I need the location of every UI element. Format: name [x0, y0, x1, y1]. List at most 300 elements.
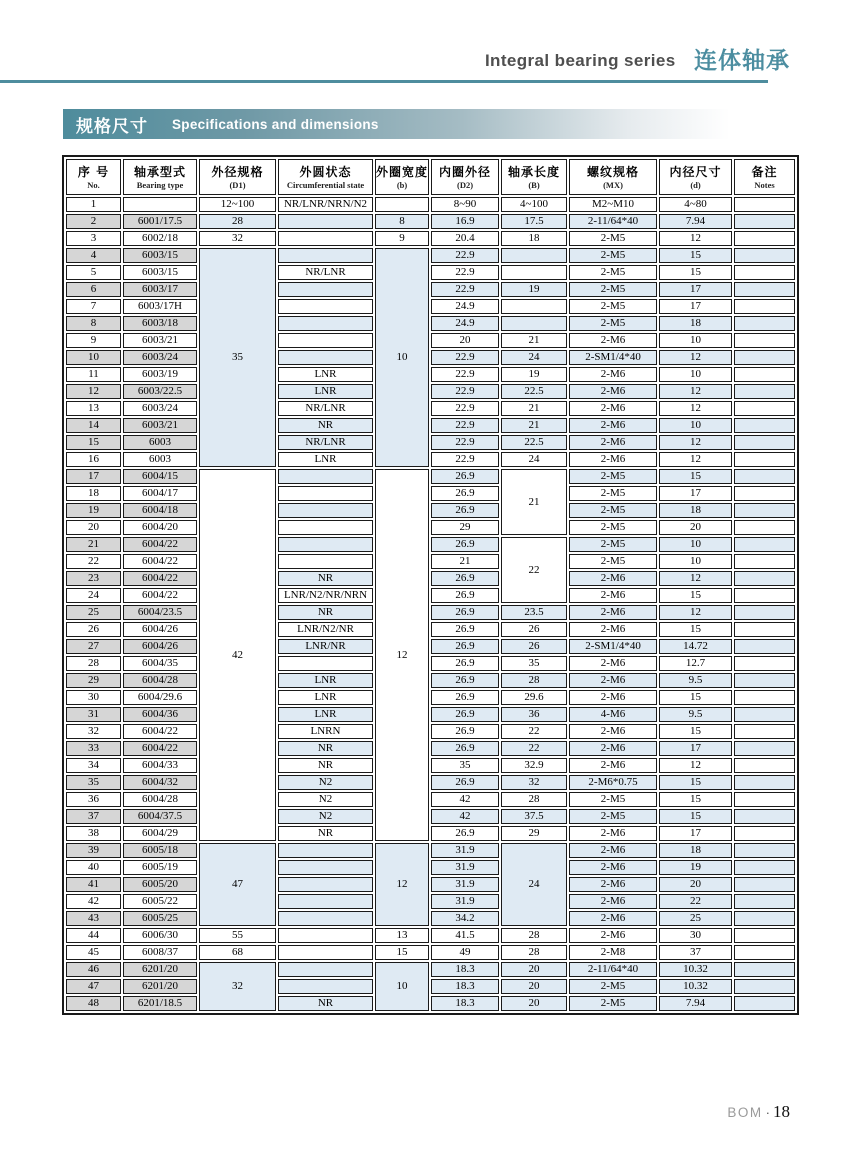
cell-mx: 2-M5 — [569, 469, 657, 484]
cell-no: 44 — [66, 928, 121, 943]
cell-state — [278, 299, 373, 314]
cell-d2: 24.9 — [431, 316, 499, 331]
cell-notes — [734, 792, 795, 807]
cell-B: 22.5 — [501, 435, 567, 450]
table-row — [66, 741, 795, 756]
cell-d2: 22.9 — [431, 350, 499, 365]
cell-notes — [734, 231, 795, 246]
cell-d: 15 — [659, 265, 732, 280]
cell-d: 12 — [659, 384, 732, 399]
cell-mx: 2-M6 — [569, 860, 657, 875]
table-row — [66, 571, 795, 586]
cell-no: 12 — [66, 384, 121, 399]
cell-notes — [734, 690, 795, 705]
table-row — [66, 333, 795, 348]
cell-notes — [734, 588, 795, 603]
table-row — [66, 503, 795, 518]
cell-mx: 2-SM1/4*40 — [569, 350, 657, 365]
cell-d: 15 — [659, 809, 732, 824]
table-row — [66, 673, 795, 688]
cell-notes — [734, 639, 795, 654]
cell-state — [278, 282, 373, 297]
cell-d: 9.5 — [659, 707, 732, 722]
cell-d: 12 — [659, 401, 732, 416]
cell-B: 36 — [501, 707, 567, 722]
cell-d2: 35 — [431, 758, 499, 773]
cell-no: 21 — [66, 537, 121, 552]
cell-d: 10 — [659, 537, 732, 552]
cell-state — [278, 656, 373, 671]
cell-no: 48 — [66, 996, 121, 1011]
cell-mx: 2-M6 — [569, 452, 657, 467]
cell-b: 12 — [375, 469, 429, 841]
cell-mx: 2-M5 — [569, 996, 657, 1011]
cell-no: 40 — [66, 860, 121, 875]
cell-state — [278, 214, 373, 229]
cell-mx: 2-M6 — [569, 758, 657, 773]
table-row — [66, 350, 795, 365]
cell-d2: 42 — [431, 792, 499, 807]
cell-d2: 26.9 — [431, 639, 499, 654]
cell-type: 6201/18.5 — [123, 996, 197, 1011]
cell-d2: 21 — [431, 554, 499, 569]
cell-no: 36 — [66, 792, 121, 807]
cell-no: 37 — [66, 809, 121, 824]
cell-notes — [734, 775, 795, 790]
cell-B: 28 — [501, 792, 567, 807]
cell-d2: 26.9 — [431, 741, 499, 756]
cell-B: 21 — [501, 333, 567, 348]
cell-mx: 2-M6 — [569, 656, 657, 671]
cell-d: 12.7 — [659, 656, 732, 671]
cell-d2: 20 — [431, 333, 499, 348]
table-row — [66, 588, 795, 603]
cell-type: 6005/18 — [123, 843, 197, 858]
cell-d2: 31.9 — [431, 894, 499, 909]
cell-type: 6003/17H — [123, 299, 197, 314]
cell-state: NR/LNR/NRN/N2 — [278, 197, 373, 212]
cell-d: 15 — [659, 622, 732, 637]
cell-B: 20 — [501, 962, 567, 977]
cell-d: 17 — [659, 826, 732, 841]
cell-type: 6004/29.6 — [123, 690, 197, 705]
section-title-bar — [63, 109, 788, 139]
col-header-zh: 备注 — [751, 164, 778, 179]
cell-no: 14 — [66, 418, 121, 433]
table-row — [66, 656, 795, 671]
cell-type: 6004/32 — [123, 775, 197, 790]
cell-notes — [734, 673, 795, 688]
cell-no: 10 — [66, 350, 121, 365]
cell-mx: 2-M6 — [569, 588, 657, 603]
section-title-en: Specifications and dimensions — [172, 116, 379, 132]
cell-d2: 22.9 — [431, 452, 499, 467]
cell-B: 28 — [501, 928, 567, 943]
cell-state — [278, 554, 373, 569]
cell-state — [278, 486, 373, 501]
cell-notes — [734, 860, 795, 875]
cell-b: 15 — [375, 945, 429, 960]
cell-no: 38 — [66, 826, 121, 841]
cell-state: LNR/N2/NR/NRN — [278, 588, 373, 603]
cell-no: 39 — [66, 843, 121, 858]
cell-b: 8 — [375, 214, 429, 229]
cell-mx: 2-M5 — [569, 299, 657, 314]
table-row — [66, 299, 795, 314]
cell-B: 4~100 — [501, 197, 567, 212]
cell-d2: 31.9 — [431, 843, 499, 858]
cell-state — [278, 231, 373, 246]
cell-d2: 8~90 — [431, 197, 499, 212]
cell-state: LNR/NR — [278, 639, 373, 654]
cell-state — [278, 911, 373, 926]
cell-b: 10 — [375, 962, 429, 1011]
cell-d2: 22.9 — [431, 265, 499, 280]
col-header-d — [659, 159, 732, 195]
cell-type: 6003/21 — [123, 333, 197, 348]
table-row — [66, 860, 795, 875]
cell-d: 18 — [659, 843, 732, 858]
cell-notes — [734, 469, 795, 484]
cell-notes — [734, 877, 795, 892]
cell-type: 6004/28 — [123, 673, 197, 688]
cell-notes — [734, 894, 795, 909]
cell-notes — [734, 197, 795, 212]
table-row — [66, 265, 795, 280]
header-rule — [0, 80, 768, 83]
cell-d2: 22.9 — [431, 282, 499, 297]
cell-no: 33 — [66, 741, 121, 756]
cell-no: 23 — [66, 571, 121, 586]
cell-notes — [734, 265, 795, 280]
cell-no: 15 — [66, 435, 121, 450]
cell-type: 6004/26 — [123, 622, 197, 637]
cell-mx: 2-11/64*40 — [569, 962, 657, 977]
cell-no: 18 — [66, 486, 121, 501]
specifications-table-container — [62, 155, 799, 1015]
cell-mx: 2-M5 — [569, 265, 657, 280]
cell-type: 6003 — [123, 435, 197, 450]
cell-d2: 26.9 — [431, 673, 499, 688]
cell-d: 18 — [659, 503, 732, 518]
cell-mx: 2-M6 — [569, 418, 657, 433]
cell-d1: 32 — [199, 231, 276, 246]
cell-no: 30 — [66, 690, 121, 705]
cell-type: 6004/22 — [123, 588, 197, 603]
cell-type: 6004/15 — [123, 469, 197, 484]
cell-d: 7.94 — [659, 214, 732, 229]
cell-d2: 20.4 — [431, 231, 499, 246]
cell-type: 6004/17 — [123, 486, 197, 501]
cell-d2: 24.9 — [431, 299, 499, 314]
cell-no: 28 — [66, 656, 121, 671]
cell-B: 28 — [501, 673, 567, 688]
cell-state — [278, 503, 373, 518]
cell-notes — [734, 996, 795, 1011]
table-row — [66, 520, 795, 535]
cell-no: 4 — [66, 248, 121, 263]
col-header-en: (b) — [396, 179, 408, 190]
col-header-mx — [569, 159, 657, 195]
table-row — [66, 231, 795, 246]
cell-notes — [734, 452, 795, 467]
col-header-en: Circumferential state — [286, 179, 365, 190]
cell-d: 17 — [659, 299, 732, 314]
cell-state — [278, 537, 373, 552]
cell-b: 12 — [375, 843, 429, 926]
cell-mx: 2-SM1/4*40 — [569, 639, 657, 654]
cell-state — [278, 520, 373, 535]
cell-no: 13 — [66, 401, 121, 416]
cell-notes — [734, 826, 795, 841]
cell-no: 34 — [66, 758, 121, 773]
cell-type: 6004/36 — [123, 707, 197, 722]
cell-d: 15 — [659, 724, 732, 739]
cell-d: 15 — [659, 690, 732, 705]
cell-mx: 2-M6*0.75 — [569, 775, 657, 790]
cell-state — [278, 928, 373, 943]
cell-B: 20 — [501, 996, 567, 1011]
cell-d2: 26.9 — [431, 690, 499, 705]
cell-notes — [734, 214, 795, 229]
cell-d: 12 — [659, 758, 732, 773]
cell-mx: 2-M6 — [569, 605, 657, 620]
cell-no: 26 — [66, 622, 121, 637]
cell-type: 6003/21 — [123, 418, 197, 433]
cell-mx: 2-M6 — [569, 894, 657, 909]
cell-d: 10.32 — [659, 979, 732, 994]
cell-B: 21 — [501, 418, 567, 433]
table-row — [66, 435, 795, 450]
cell-type: 6005/25 — [123, 911, 197, 926]
footer-page-number: 18 — [773, 1102, 790, 1121]
cell-d: 4~80 — [659, 197, 732, 212]
cell-notes — [734, 435, 795, 450]
cell-state: NR — [278, 571, 373, 586]
cell-notes — [734, 741, 795, 756]
cell-state — [278, 350, 373, 365]
cell-type: 6003/15 — [123, 248, 197, 263]
cell-d2: 22.9 — [431, 384, 499, 399]
cell-d2: 26.9 — [431, 469, 499, 484]
cell-B: 17.5 — [501, 214, 567, 229]
cell-d2: 22.9 — [431, 435, 499, 450]
cell-no: 29 — [66, 673, 121, 688]
cell-no: 25 — [66, 605, 121, 620]
cell-type: 6201/20 — [123, 979, 197, 994]
table-row — [66, 622, 795, 637]
cell-d2: 22.9 — [431, 367, 499, 382]
cell-B: 26 — [501, 639, 567, 654]
cell-no: 42 — [66, 894, 121, 909]
cell-no: 31 — [66, 707, 121, 722]
cell-mx: 2-M6 — [569, 741, 657, 756]
table-row — [66, 605, 795, 620]
cell-state — [278, 945, 373, 960]
cell-no: 16 — [66, 452, 121, 467]
cell-d: 10.32 — [659, 962, 732, 977]
cell-notes — [734, 843, 795, 858]
cell-no: 32 — [66, 724, 121, 739]
col-header-zh: 轴承型式 — [133, 164, 186, 179]
cell-type: 6004/22 — [123, 724, 197, 739]
cell-state: NR — [278, 996, 373, 1011]
table-row — [66, 639, 795, 654]
cell-B: 28 — [501, 945, 567, 960]
cell-mx: 2-M5 — [569, 809, 657, 824]
specifications-table — [62, 155, 799, 1015]
cell-d: 10 — [659, 554, 732, 569]
cell-B: 32.9 — [501, 758, 567, 773]
col-header-zh: 轴承长度 — [508, 164, 561, 179]
cell-d1: 42 — [199, 469, 276, 841]
table-row — [66, 809, 795, 824]
cell-type: 6201/20 — [123, 962, 197, 977]
cell-notes — [734, 945, 795, 960]
cell-d: 12 — [659, 435, 732, 450]
table-row — [66, 792, 795, 807]
cell-state: LNR — [278, 367, 373, 382]
cell-d: 15 — [659, 792, 732, 807]
cell-d2: 18.3 — [431, 996, 499, 1011]
cell-d2: 26.9 — [431, 724, 499, 739]
cell-d2: 29 — [431, 520, 499, 535]
col-header-zh: 螺纹规格 — [587, 164, 640, 179]
cell-d: 12 — [659, 605, 732, 620]
table-row — [66, 401, 795, 416]
cell-mx: 2-M6 — [569, 333, 657, 348]
cell-B: 29.6 — [501, 690, 567, 705]
cell-mx: 2-M6 — [569, 384, 657, 399]
cell-notes — [734, 299, 795, 314]
cell-state — [278, 248, 373, 263]
cell-state: N2 — [278, 809, 373, 824]
cell-mx: 2-M5 — [569, 282, 657, 297]
cell-state: N2 — [278, 792, 373, 807]
table-row — [66, 554, 795, 569]
cell-B — [501, 316, 567, 331]
cell-no: 6 — [66, 282, 121, 297]
cell-no: 20 — [66, 520, 121, 535]
cell-state: NR — [278, 758, 373, 773]
cell-d2: 26.9 — [431, 486, 499, 501]
cell-no: 7 — [66, 299, 121, 314]
cell-B: 20 — [501, 979, 567, 994]
cell-type: 6004/33 — [123, 758, 197, 773]
cell-type: 6008/37 — [123, 945, 197, 960]
table-row — [66, 996, 795, 1011]
cell-no: 24 — [66, 588, 121, 603]
cell-B: 22.5 — [501, 384, 567, 399]
cell-type: 6004/37.5 — [123, 809, 197, 824]
cell-B: 19 — [501, 282, 567, 297]
cell-state — [278, 469, 373, 484]
cell-B: 22 — [501, 741, 567, 756]
cell-state: LNR/N2/NR — [278, 622, 373, 637]
cell-notes — [734, 656, 795, 671]
cell-state: LNRN — [278, 724, 373, 739]
cell-type: 6004/29 — [123, 826, 197, 841]
col-header-B — [501, 159, 567, 195]
col-header-en: Notes — [754, 179, 775, 190]
cell-mx: 2-M6 — [569, 367, 657, 382]
cell-d: 12 — [659, 571, 732, 586]
table-row — [66, 367, 795, 382]
cell-d1: 28 — [199, 214, 276, 229]
cell-d: 10 — [659, 367, 732, 382]
cell-type: 6001/17.5 — [123, 214, 197, 229]
col-header-no — [66, 159, 121, 195]
cell-B: 24 — [501, 350, 567, 365]
series-title-en: Integral bearing series — [484, 51, 676, 70]
cell-type: 6003/24 — [123, 401, 197, 416]
cell-no: 5 — [66, 265, 121, 280]
cell-d1: 55 — [199, 928, 276, 943]
cell-mx: 2-M8 — [569, 945, 657, 960]
cell-type: 6004/20 — [123, 520, 197, 535]
cell-notes — [734, 418, 795, 433]
cell-notes — [734, 520, 795, 535]
col-header-type — [123, 159, 197, 195]
cell-d2: 22.9 — [431, 418, 499, 433]
cell-mx: 2-M5 — [569, 316, 657, 331]
cell-type: 6004/22 — [123, 554, 197, 569]
col-header-en: (D1) — [229, 179, 246, 190]
cell-notes — [734, 486, 795, 501]
cell-type: 6005/22 — [123, 894, 197, 909]
col-header-zh: 内径尺寸 — [669, 164, 722, 179]
table-row — [66, 384, 795, 399]
cell-d: 15 — [659, 775, 732, 790]
cell-d2: 16.9 — [431, 214, 499, 229]
cell-type: 6004/22 — [123, 537, 197, 552]
cell-B: 24 — [501, 843, 567, 926]
footer — [727, 1102, 790, 1122]
cell-mx: 2-M6 — [569, 843, 657, 858]
cell-d: 7.94 — [659, 996, 732, 1011]
col-header-state — [278, 159, 373, 195]
cell-notes — [734, 537, 795, 552]
cell-b — [375, 197, 429, 212]
cell-notes — [734, 724, 795, 739]
cell-notes — [734, 350, 795, 365]
cell-state: NR/LNR — [278, 265, 373, 280]
col-header-b — [375, 159, 429, 195]
cell-d2: 42 — [431, 809, 499, 824]
cell-d2: 18.3 — [431, 979, 499, 994]
footer-bom-label: BOM — [727, 1105, 763, 1120]
cell-notes — [734, 979, 795, 994]
cell-B — [501, 248, 567, 263]
cell-d1: 12~100 — [199, 197, 276, 212]
table-header-row — [66, 159, 795, 195]
table-row — [66, 214, 795, 229]
col-header-notes — [734, 159, 795, 195]
col-header-zh: 内圈外径 — [439, 164, 492, 179]
table-row — [66, 707, 795, 722]
cell-b: 13 — [375, 928, 429, 943]
cell-type: 6003/18 — [123, 316, 197, 331]
cell-d: 20 — [659, 520, 732, 535]
cell-type: 6003/15 — [123, 265, 197, 280]
cell-d2: 26.9 — [431, 605, 499, 620]
cell-mx: 2-M5 — [569, 520, 657, 535]
cell-d: 30 — [659, 928, 732, 943]
cell-d: 37 — [659, 945, 732, 960]
col-header-en: No. — [87, 179, 100, 190]
cell-d2: 26.9 — [431, 775, 499, 790]
cell-mx: 2-M5 — [569, 792, 657, 807]
